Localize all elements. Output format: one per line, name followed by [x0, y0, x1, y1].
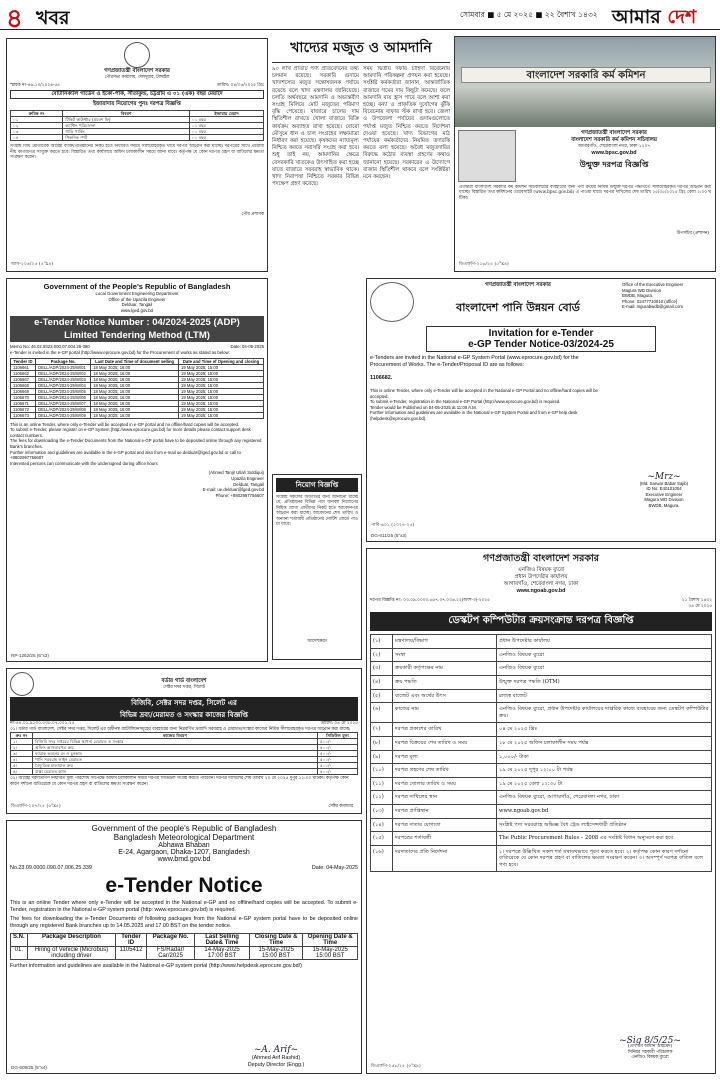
signer-phone: Phone: +8802997756607 [215, 492, 264, 498]
newspaper-logo: আমার দেশ [612, 6, 697, 28]
tender-table [10, 358, 264, 419]
ad-date: Date: 04-05-2025 [230, 344, 264, 350]
section-title: খবর [36, 7, 70, 29]
col-header: Tender ID [11, 358, 36, 364]
page-header [0, 0, 720, 34]
table-cell: ১,০০০/- টাকা [497, 750, 712, 764]
table-row [371, 804, 712, 818]
bmd-tender-table [10, 933, 358, 960]
note: Interested persons can communicate with the undersigned during office hours [10, 460, 158, 466]
table-cell: দরপত্র খোলার তারিখ ও সময় [393, 777, 497, 791]
ad-date: ০৪ মে ২০২৫ [688, 603, 712, 609]
tender-title: Invitation for e-Tender [488, 328, 594, 339]
table-cell: ১৮ মে ২০২৫ অফিস চলাকালীন সময় পর্যন্ত [497, 736, 712, 750]
table-cell: DELL/ADP/2024-25/W/02 [36, 370, 91, 376]
ad-org: বাংলাদেশ পানি উন্নয়ন বোর্ড [456, 301, 580, 314]
tender-subtitle: Limited Tendering Method (LTM) [10, 329, 264, 342]
table-cell: DELL/ADP/2024-25/W/09 [36, 412, 91, 418]
table-cell: 1105412 [116, 947, 147, 960]
table-cell: DELL/ADP/2024-25/W/07 [36, 400, 91, 406]
table-cell: ৫০০/- [318, 739, 358, 745]
table-cell: এনজিও বিষয়ক ব্যুরো [497, 648, 712, 662]
ad-border-guard [6, 668, 362, 814]
table-cell: ৫০০/- [318, 751, 358, 757]
table-cell: 19 May 2025; 15:00 [179, 412, 264, 418]
table-cell: (১১) [371, 777, 393, 791]
table-cell: ক্রয়কারী কর্তৃপক্ষের নাম [393, 662, 497, 676]
ad-memo: No.23.09.0000.090.07.006.25.339 [10, 865, 92, 871]
ad-gov: গণপ্রজাতন্ত্রী বাংলাদেশ সরকার [483, 553, 599, 564]
ad-memo: Memo No: 46.02.9323.000.07.004.25-380 [10, 344, 90, 350]
signature-image: ~A. Arif~ [253, 1045, 299, 1055]
table-cell: সংস্থা [393, 648, 497, 662]
col-header: Closing Date & Time [249, 934, 303, 947]
col-header: Last Date and Time of document selling [91, 358, 179, 364]
table-cell: The Public Procurement Rules – 2008 এর সংশ্লিষ্ট বিধান অনুসরণ করা হবে [497, 832, 712, 846]
table-cell: ব্যারাক ভবনের রং ও চুনকাম [33, 751, 318, 757]
ad-office: প্রধান উপদেষ্টার কার্যালয় [514, 574, 568, 580]
table-cell: 01. [11, 947, 28, 960]
table-cell: (৯) [371, 750, 393, 764]
ad-ref: ডিএফপি-২০৭/২৫ (৫"x৫) [11, 804, 61, 809]
ad-gov: Government of the People's Republic of Bangladesh [43, 282, 231, 291]
ad-web: www.ngoab.gov.bd [516, 588, 566, 594]
signer-name: (Md. Sarwar Babar Sajib) [639, 480, 689, 486]
ad-ref: RP-1262/25 (6"x3) [11, 653, 49, 658]
government-seal-icon [124, 42, 150, 68]
ad-lged-etender [6, 278, 268, 662]
ad-subtitle: বিজিবি, সেক্টর সদর দপ্তর, সিলেট এর [131, 698, 237, 707]
table-cell: ৪। [11, 757, 33, 763]
table-row: ০১ টিকিট কাউন্টার (প্রবেশ ফি) ০১ বছর [11, 117, 264, 123]
table-cell: 18 May 2025; 16:00 [91, 364, 179, 370]
ad-ref: আস-২০৬/২৫ (৫"x৪) [11, 262, 54, 267]
table-cell: DELL/ADP/2024-25/W/08 [36, 406, 91, 412]
ad-subject: বোটানিক্যাল গার্ডেন ও ইকো-পার্ক, সীতাকুন্ড, চট্টগ্রাম এ ০১ (এক) বছর মেয়াদে [10, 90, 264, 99]
ad-dept: এনজিও বিষয়ক ব্যুরো [517, 567, 565, 573]
table-cell: 1106668 [11, 382, 36, 388]
ad-memo: নং-৪৪.০১.৯১০০.০৩৮.০৭.০০১.২৫ [10, 721, 75, 726]
ad-web: www.bmd.gov.bd [157, 856, 211, 863]
ad-place: BWDB, Magura. [622, 293, 654, 299]
note: To submit e-Tender, please register on e-GP System (http://www.eprocure.gov.bd) for more details please contact support desk contact numbers. [10, 427, 251, 438]
table-cell: 18 May 2025; 16:00 [91, 370, 179, 376]
signer-name: (এস এম আমান আহমেদ) [627, 1044, 673, 1050]
table-cell: (৮) [371, 736, 393, 750]
table-cell: 18 May 2025; 16:00 [91, 394, 179, 400]
ad-bmd-etender [6, 820, 362, 1074]
table-cell: দরপত্রের শর্তাবলী [393, 832, 497, 846]
signer-title: সিনিয়র সহকারী পরিচালক [627, 1049, 673, 1055]
table-cell: 15-May-2025 15:00 BST [303, 947, 358, 960]
col-header: বিবরণ [63, 111, 190, 117]
signer-name: (Ahmed Arif Rashid) [251, 1055, 301, 1061]
table-cell: (১২) [371, 791, 393, 805]
article-title: খাদ্যের মজুত ও আমদানি [272, 36, 450, 63]
ad-ref: DG-609/25 (5"x4) [11, 1065, 47, 1070]
table-cell: 18 May 2025; 16:00 [91, 400, 179, 406]
table-cell: দরপত্র দাখিলের স্থান [393, 791, 497, 805]
table-row [371, 703, 712, 723]
table-row [371, 648, 712, 662]
table-cell: 1106670 [11, 394, 36, 400]
notice-title: নিয়োগ বিজ্ঞপ্তি [276, 478, 358, 492]
table-cell: 18 May 2025; 16:00 [91, 382, 179, 388]
table-cell: 1106671 [11, 400, 36, 406]
col-header: Opening Date & Time [303, 934, 358, 947]
table-row [371, 675, 712, 689]
table-cell: সংশ্লিষ্ট পণ্য সরবরাহে অভিজ্ঞ বৈধ ট্রেড লাইসেন্সধারী প্রতিষ্ঠান [497, 818, 712, 832]
ad-body-2: The fees for downloading the e-Tender Documents of following packages from the National e-GP system portal have to be deposited online through any registered Bank branches up to 14.05.2025 and 17.00 BST on the tender notice. [10, 916, 358, 929]
table-row [371, 845, 712, 872]
ad-title: বর্ডার গার্ড বাংলাদেশ [161, 677, 207, 684]
ad-signer: পৌর প্রশাসক [241, 212, 264, 218]
table-cell: DELL/ADP/2024-25/W/03 [36, 376, 91, 382]
table-row [371, 818, 712, 832]
table-cell: অফিস আসবাবপত্র ক্রয় [33, 745, 318, 751]
bullet: To submit e-Tender, registration in the National e-GP Portal (http://www.eprocure.gov.bd) is required. [370, 399, 561, 405]
table-cell: রাজস্ব বাজেট [497, 689, 712, 703]
ad-footer: Further information and guidelines are available in the National e-GP system portal (http://www.helpdesk.eprocure.gov.bd/) [10, 963, 302, 969]
table-cell: 19 May 2025; 15:00 [179, 382, 264, 388]
ad-body: এতদ্বারা বাংলাদেশ সরকারি কর্ম কমিশন সচিবালয়ের ব্যবহারের জন্য পণ্য ক্রয়ের নিমিত্ত উন্মুক্ত দরপত্র পদ্ধতিতে সীলমোহরকৃত দরপত্র আহ্বান করা যাচ্ছে। বিস্তারিত তথ্য কমিশনের ওয়েবসাইট (www.bpsc.gov.bd) এ পাওয়া যাবে। দরপত্র দাখিলের শেষ তারিখ ২৫/০৫/২০২৫ খ্রিঃ বেলা ২:০০ ঘটিকা। [459, 185, 711, 201]
signature-image: ~Sig 8/5/25~ [619, 1035, 681, 1046]
col-header: Package No. [36, 358, 91, 364]
table-cell: (২) [371, 648, 393, 662]
col-header: Last Selling Date& Time [195, 934, 249, 947]
table-cell: ১৯ মে ২০২৫ বেলা ১২:৩০ টা [497, 777, 712, 791]
ad-ref: ডিএফপি-২১৬/২৫ (৫"x৪) [459, 262, 509, 267]
ad-date: তারিখ: ০৪ মে ২০২৫ [320, 721, 358, 726]
table-cell: 19 May 2025; 15:00 [179, 364, 264, 370]
note: This is an online Tender, where only e-Tender will be accepted in e-GP portal and no offline/hard copies will be accepted. [10, 421, 240, 427]
table-row [371, 791, 712, 805]
table-cell: ৩। [11, 751, 33, 757]
table-cell: ৫০০/- [318, 745, 358, 751]
table-cell: 18 May 2025; 16:00 [91, 376, 179, 382]
table-cell: পানি সরবরাহ লাইন মেরামত [33, 757, 318, 763]
bwdb-logo-icon [370, 282, 414, 322]
table-row [371, 689, 712, 703]
table-cell: রাস্তা মেরামত কাজ [33, 769, 318, 775]
bgb-logo-icon [10, 672, 34, 696]
signer-title: Deputy Director (Engg.) [247, 1062, 305, 1068]
table-cell: বিজিবি সদর দপ্তরের বিভিন্ন স্থাপনা মেরামত ও সংস্কার [33, 739, 318, 745]
table-cell: ৬। [11, 769, 33, 775]
ad-ngo-bureau [366, 548, 716, 1074]
table-cell: (১০) [371, 764, 393, 778]
ad-recruitment-notice [272, 474, 362, 660]
table-cell: 15-May-2025 15:00 BST [249, 947, 303, 960]
table-cell: ৫০০/- [318, 769, 358, 775]
col-header: Package Description [27, 934, 116, 947]
table-cell: এনজিও বিষয়ক ব্যুরো, আগারগাঁও, শেরেবাংলা নগর, ঢাকা [497, 791, 712, 805]
ad-bwdb [366, 278, 716, 542]
ad-body: সংশ্লিষ্ট বিধি মোতাবেক আগ্রহী ব্যক্তি/প্রতিষ্ঠানের নিকট হতে নির্ধারিত ফরমে সীলমোহরকৃত খামে দরপত্র আহ্বান করা যাচ্ছে। দরপত্রের সাথে প্রয়োজনীয় কাগজপত্র সংযুক্ত করতে হবে। বিস্তারিত তথ্য কার্যালয়ে অফিস চলাকালীন সময়ে জানা যাবে। কর্তৃপক্ষ যে কোন দরপত্র গ্রহণ বা বাতিলের ক্ষমতা সংরক্ষণ করেন। [10, 144, 264, 160]
table-row: ০৪ পিকনিক স্পট ০১ বছর [11, 135, 264, 141]
table-cell: 18 May 2025; 16:00 [91, 406, 179, 412]
ad-gov: গণপ্রজাতন্ত্রী বাংলাদেশ সরকার [104, 68, 170, 74]
col-header: ক্রঃ নং [11, 733, 33, 739]
table-cell: দরদাতাদের প্রতি নির্দেশনা [393, 845, 497, 872]
ad-bpsc [454, 36, 716, 272]
table-row [371, 662, 712, 676]
ad-memo: দরপত্র বিজ্ঞপ্তি নং: ০৩.০৯.০০০০.৬৫৭.০৭.০৩৬.২২(অংশ-৩)-২০২৫ [370, 598, 490, 603]
table-cell: 19 May 2025; 15:00 [179, 400, 264, 406]
ad-phone: Phone: 02477710010 (office) [622, 298, 678, 304]
table-cell: (১) [371, 635, 393, 649]
tender-subtitle: e-GP Tender Notice-03/2024-25 [468, 339, 614, 350]
bullet: Tender would be Published on 04-05-2025 at 11:00 A.M. [370, 404, 477, 410]
ad-memo: স্মারক নং-৪৬.১০/২০২৪-৫৫ [10, 82, 60, 88]
notice-sign: আদেশক্রমে [307, 639, 327, 644]
signer-div: Magura WD Division [644, 497, 684, 503]
tender-title: e-Tender Notice Number : 04/2024-2025 (ADP) [10, 316, 264, 329]
article-col-1: ৯০ লাখ প্রতিটি পণ্য প্রতিবেদনের তথ্য চলমান রয়েছে। সরকারি গুদামে খাদ্যশস্যের মজুত সন্তোষজনক পর্যায়ে রয়েছে বলে খাদ্য মন্ত্রণালয় জানিয়েছে। চলতি অর্থবছরে আমদানি ও অভ্যন্তরীণ সংগ্রহ মিলিয়ে মোট মজুতের পরিমাণ বৃদ্ধি পেয়েছে। বাজারে চালের দাম স্থিতিশীল রাখতে খোলা বাজারে বিক্রি কার্যক্রম অব্যাহত রাখা হয়েছে। বোরো মৌসুমে ধান ও চাল সংগ্রহের লক্ষ্যমাত্রা নির্ধারণ করা হয়েছে। কৃষকদের ন্যায্যমূল্য নিশ্চিত করতে সরাসরি সংগ্রহ করা হবে। শুধু তাই নয়, আমদানির ক্ষেত্রে বেসরকারি খাতকেও উৎসাহিত করা হচ্ছে যাতে বাজারে সরবরাহ স্বাভাবিক থাকে। খাদ্য নিরাপত্তা নিশ্চিতে সরকার বিভিন্ন পদক্ষেপ গ্রহণ করেছে। [272, 66, 359, 188]
ad-ref: ডিএফপি-২৫৮/২৫ (৫"x৯) [371, 1064, 421, 1069]
table-cell: 1106669 [11, 388, 36, 394]
table-cell: দরপত্র গ্রহণের শেষ তারিখ [393, 764, 497, 778]
bullet: This is online Tender, where only e-Tender will be accepted in the National e-GP Portal and no offline/hard copies will be accepted. [370, 388, 598, 399]
notice-body: সংশ্লিষ্ট সকলের অবগতির জন্য জানানো যাচ্ছে যে, প্রতিষ্ঠানের বিভিন্ন পদে জনবল নিয়োগের নিমিত্ত যোগ্য প্রার্থীদের নিকট হতে আবেদনপত্র আহ্বান করা যাচ্ছে। আবেদনের শেষ তারিখ ও অন্যান্য শর্তাবলী প্রতিষ্ঠানের নোটিশ বোর্ডে পাওয়া যাবে। [276, 495, 358, 528]
tender-id: 1106682. [370, 375, 393, 381]
table-cell: প্রধান উপদেষ্টার কার্যালয় [497, 635, 712, 649]
bpsc-building-photo [455, 37, 715, 127]
table-cell: DELL/ADP/2024-25/W/06 [36, 394, 91, 400]
table-cell: 1106673 [11, 412, 36, 418]
table-cell: 18 May 2025; 16:00 [91, 412, 179, 418]
table-cell: (১৫) [371, 832, 393, 846]
ad-ref: DG-611/25 (5"x3) [371, 533, 407, 538]
ad-org: বাংলাদেশ সরকারি কর্ম কমিশন সচিবালয় [571, 137, 657, 143]
ad-signer: সেক্টর কমান্ডার [328, 804, 353, 810]
signer-email: E-mail: ue.delduar@lged.gov.bd [202, 487, 264, 493]
table-row [11, 947, 358, 960]
table-cell: (১৩) [371, 804, 393, 818]
signature-image: ~Mrz~ [647, 472, 681, 482]
ad-dept: Local Government Engineering Department [95, 291, 179, 296]
table-row [371, 736, 712, 750]
table-cell: DELL/ADP/2024-25/W/04 [36, 382, 91, 388]
table-cell: (৩) [371, 662, 393, 676]
table-cell: (৫) [371, 689, 393, 703]
table-cell: ০৪ মে ২০২৫ খ্রিঃ [497, 723, 712, 737]
table-cell: 19 May 2025; 15:00 [179, 388, 264, 394]
table-cell: এনজিও বিষয়ক ব্যুরো, প্রধান উপদেষ্টার কার্যালয়ের দাপ্তরিক কাজে ব্যবহারের জন্য ডেস্কটপ কম্পিউটার ক্রয়। [497, 703, 712, 723]
ad-body: ০২। আগ্রহী দরদাতাগণ নির্ধারিত মূল্য পরিশোধ সাপেক্ষে অফিস চলাকালীন সময়ে দরপত্র সিডিউল সংগ্রহ করতে পারবেন। দরপত্র দাখিলের শেষ তারিখ ২০ মে ২০২৫ দুপুর ১২:০০ ঘটিকা। কর্তৃপক্ষ কোন কারণ দর্শানো ব্যতিরেকে যে কোন দরপত্র গ্রহণ বা বাতিলের ক্ষমতা সংরক্ষণ করেন। [10, 776, 349, 787]
signer-id: ID No: E40101004 [646, 486, 682, 492]
photo-signboard: বাংলাদেশ সরকারি কর্ম কমিশন [461, 67, 711, 83]
table-row: ০২ ক্যান্টিন পরিচালনা ০১ বছর [11, 123, 264, 129]
ad-title: ডেস্কটপ কম্পিউটার ক্রয়সংক্রান্ত দরপত্র বিজ্ঞপ্তি [370, 612, 712, 631]
ad-signer: উপসচিব (প্রশাসন) [676, 231, 709, 236]
ad-addr: E-24, Agargaon, Dhaka-1207, Bangladesh [118, 849, 250, 856]
table-cell: 14-May-2025 17:00 BST [195, 947, 249, 960]
ad-addr: আগারগাঁও, শেরেবাংলা নগর, ঢাকা [503, 581, 579, 587]
table-cell: মন্ত্রণালয়/বিভাগ [393, 635, 497, 649]
table-cell: DELL/ADP/2024-25/W/05 [36, 388, 91, 394]
ad-addr: আগারগাঁও, শেরেবাংলা নগর, ঢাকা-১২০৭ [577, 144, 651, 149]
signer-name: (Ahmed Tanjir Ullah Siddiqui) [208, 470, 264, 476]
ad-ref: পাবি-৬০১ (২০২৪-২৫) [371, 523, 415, 528]
ad-date: তারিখ: ০৪/০৫/২০২৫ খ্রিঃ [216, 82, 264, 88]
ad-bldg: Abhawa Bhaban [158, 842, 210, 849]
ad-office: Office of the Upazila Engineer [108, 296, 166, 302]
table-cell: ১। দরপত্রে উল্লিখিত সকল শর্ত যথাযথভাবে পূরণ করতে হবে। ২। কর্তৃপক্ষ কোন কারণ দর্শানো ব্যতিরেকে যে কোন দরপত্র গ্রহণ বা বাতিলের ক্ষমতা সংরক্ষণ করেন। ৩। অসম্পূর্ণ দরপত্র বাতিল বলে গণ্য হবে। [497, 845, 712, 872]
table-cell: 1106661 [11, 364, 36, 370]
ad-date-bn: ২১ বৈশাখ ১৪৩২ [681, 598, 712, 603]
table-cell: (৪) [371, 675, 393, 689]
signer-place: BWDB, Magura. [648, 502, 680, 508]
bpsc-logo-icon [458, 130, 516, 182]
ad-title: e-Tender Notice [105, 874, 263, 897]
ad-web: www.lged.gov.bd [120, 307, 154, 313]
lease-table [10, 110, 264, 141]
signer-title: Executive Engineer [645, 491, 683, 497]
table-row [11, 412, 264, 418]
table-cell: FS/Radar/ Car/2025 [146, 947, 195, 960]
table-cell: (৭) [371, 723, 393, 737]
ad-body-1: This is an online Tender where only e-Tender will be accepted in the National e-GP and no offline/hard copies will be accepted. To submit e-Tender, registration in the National e-GP system portal (http: www.eprocure.gov.bd) is required. [10, 900, 358, 913]
col-header: Date and Time of Opening and closing [179, 358, 264, 364]
table-cell: 1106662 [11, 370, 36, 376]
table-cell: ৫। [11, 763, 33, 769]
ad-title: উন্মুক্ত দরপত্র বিজ্ঞপ্তি [579, 158, 649, 169]
table-cell: দরপত্র প্রকাশের তারিখ [393, 723, 497, 737]
ad-web: www.bpsc.gov.bd [591, 149, 637, 156]
ad-tangail-lease [6, 38, 268, 272]
table-cell: দরপত্র বিক্রয়ের শেষ তারিখ ও সময় [393, 736, 497, 750]
col-header: S.N. [11, 934, 28, 947]
ad-title: ইজারাদার নিয়োগের পুনঃ দরপত্র বিজ্ঞপ্তি [93, 101, 181, 108]
table-cell: Hiring of Vehicle (Microbus) including driver [27, 947, 116, 960]
table-cell: (১৪) [371, 818, 393, 832]
ad-gov: গণপ্রজাতন্ত্রী বাংলাদেশ সরকার [485, 282, 551, 288]
table-cell: এনজিও বিষয়ক ব্যুরো [497, 662, 712, 676]
ad-body: e-Tenders are invited in the National e-GP System Portal (www.eprocure.gov.bd) for the Procurement of Works. The e-Tender/Proposal ID are as follows: [370, 355, 579, 368]
table-cell: কাজের নাম [393, 703, 497, 723]
table-row [371, 723, 712, 737]
table-cell: 1106672 [11, 406, 36, 412]
bullet: Further information and guidelines are available in the National e-GP System Portal and from e-GP help desk (helpdesk@eprocure.gov.bd). [370, 410, 578, 421]
table-cell: দরপত্র দাতার যোগ্যতা [393, 818, 497, 832]
ad-intro: e-Tender is invited in the e-GP portal (http://www.eprocure.gov.bd) for the Procurement of works as stated as below: [10, 349, 230, 355]
ad-headline: বিভিন্ন দ্রব্য/মেরামত ও সংস্কার কাজের বিজ্ঞপ্তি [119, 710, 249, 719]
signer-dept: এনজিও বিষয়ক ব্যুরো [631, 1055, 669, 1061]
table-cell: ১৯ মে ২০২৫ দুপুর ১২:০০ টা পর্যন্ত [497, 764, 712, 778]
table-cell: বৈদ্যুতিক মালামাল ক্রয় [33, 763, 318, 769]
ad-dept: Bangladesh Meteorological Department [113, 833, 255, 842]
signer-title: Upazila Engineer [231, 475, 264, 481]
col-header: Tender ID [116, 934, 147, 947]
col-header: সিডিউল মূল্য [318, 733, 358, 739]
table-cell: ৫০০/- [318, 763, 358, 769]
table-row [371, 832, 712, 846]
table-cell: 19 May 2025; 15:00 [179, 406, 264, 412]
ad-place: Delduar, Tangail [121, 302, 153, 308]
tender-info-table [370, 634, 712, 872]
ad-gov: গণপ্রজাতন্ত্রী বাংলাদেশ সরকার [581, 130, 647, 136]
col-header: ইজারার মেয়াদ [190, 111, 264, 117]
table-row [371, 635, 712, 649]
date-line: সোমবার ■ ৫ মে ২০২৫ ■ ২২ বৈশাখ ১৪৩২ [460, 10, 598, 19]
table-cell: ২। [11, 745, 33, 751]
table-cell: www.ngoab.gov.bd [497, 804, 712, 818]
table-cell: বাজেট এবং অর্থের উৎস [393, 689, 497, 703]
ad-office: Office of the Executive Engineer [622, 282, 684, 287]
table-cell: DELL/ADP/2024-25/W/01 [36, 364, 91, 370]
ad-office: সেক্টর সদর দপ্তর, সিলেট [163, 684, 205, 690]
page-number: ৪ [6, 4, 23, 34]
ad-office: পৌরসভা কার্যালয়, দেলদুয়ার, টাঙ্গাইল [104, 75, 170, 80]
note: The fees for downloading the e-Tender Documents from the National e-GP portal have to be deposited online through any registered Bank's branches. [10, 438, 262, 449]
table-cell: 19 May 2025; 15:00 [179, 394, 264, 400]
table-cell: 19 May 2025; 15:00 [179, 376, 264, 382]
table-cell: ১। [11, 739, 33, 745]
signer-place: Delduar, Tangail [233, 481, 264, 487]
table-cell: 1106667 [11, 376, 36, 382]
table-row [11, 769, 358, 775]
table-cell: দরপত্র প্রাপ্তিস্থান [393, 804, 497, 818]
table-row [371, 777, 712, 791]
works-table [10, 732, 358, 775]
table-cell: (৬) [371, 703, 393, 723]
article-col-2: সময় দ্বিতীয় দফার চাহিদা বিবেচনায় আমদানি পরিকল্পনা প্রণয়ন করা হয়েছে। সংশ্লিষ্ট কর্মকর্তারা জানান, আন্তর্জাতিক বাজারে গমের দাম কিছুটা কমেছে। ফলে আমদানি ব্যয় হ্রাস পাবে বলে আশা করা হচ্ছে। বন্যা ও প্রাকৃতিক দুর্যোগের ঝুঁকি বিবেচনায় বাফার স্টক রাখা হবে। জেলা ও উপজেলা পর্যায়ের গুদামগুলোতে পর্যাপ্ত মজুত নিশ্চিত করতে নির্দেশনা দেওয়া হয়েছে। খাদ্য বিভাগের মাঠ পর্যায়ের কর্মকর্তাদের নিয়মিত তদারকি করতে বলা হয়েছে। অবৈধ মজুতদারির বিরুদ্ধে কঠোর ব্যবস্থা গ্রহণের কথাও জানানো হয়েছে। সরকারের এ উদ্যোগে বাজার স্থিতিশীল থাকবে বলে সংশ্লিষ্টরা মনে করছেন। [363, 66, 450, 181]
table-cell: ৫০০/- [318, 757, 358, 763]
table-cell: দরপত্র মূল্য [393, 750, 497, 764]
col-header: কাজের বিবরণ [33, 733, 318, 739]
ad-date: Date: 04-May-2025 [311, 865, 358, 871]
table-cell: ক্রয় পদ্ধতি [393, 675, 497, 689]
col-header: Package No. [146, 934, 195, 947]
table-cell: (১৬) [371, 845, 393, 872]
table-cell: উন্মুক্ত দরপত্র পদ্ধতি (OTM) [497, 675, 712, 689]
table-cell: 19 May 2025; 15:00 [179, 370, 264, 376]
table-cell: 18 May 2025; 16:00 [91, 388, 179, 394]
note: Further information and guidelines are available in the e-GP portal and also from e-mail ue.delduar@lged.gov.bd or call to +8802997756607 [10, 449, 241, 461]
col-header: ক্রমিক নং [11, 111, 63, 117]
table-row [371, 750, 712, 764]
table-row [371, 764, 712, 778]
ad-div: Magura WD Division [622, 287, 662, 293]
ad-email: E-mail: mgurabwdb@gmail.com [622, 304, 683, 310]
table-row: ০৩ গাড়ি পার্কিং ০১ বছর [11, 129, 264, 135]
ad-gov: Government of the people's Republic of Bangladesh [91, 824, 277, 833]
ad-intro: ০১। বর্ডার গার্ড বাংলাদেশ, সেক্টর সদর দপ্তর, সিলেট এর অধীনস্থ ব্যাটালিয়নসমূহের ব্যবহারের জন্য নিম্নবর্ণিত দ্রব্যাদি সরবরাহ ও মেরামত/সংস্কার কাজের নিমিত্ত সীলমোহরকৃত দরপত্র আহ্বান করা যাচ্ছে: [10, 726, 351, 732]
